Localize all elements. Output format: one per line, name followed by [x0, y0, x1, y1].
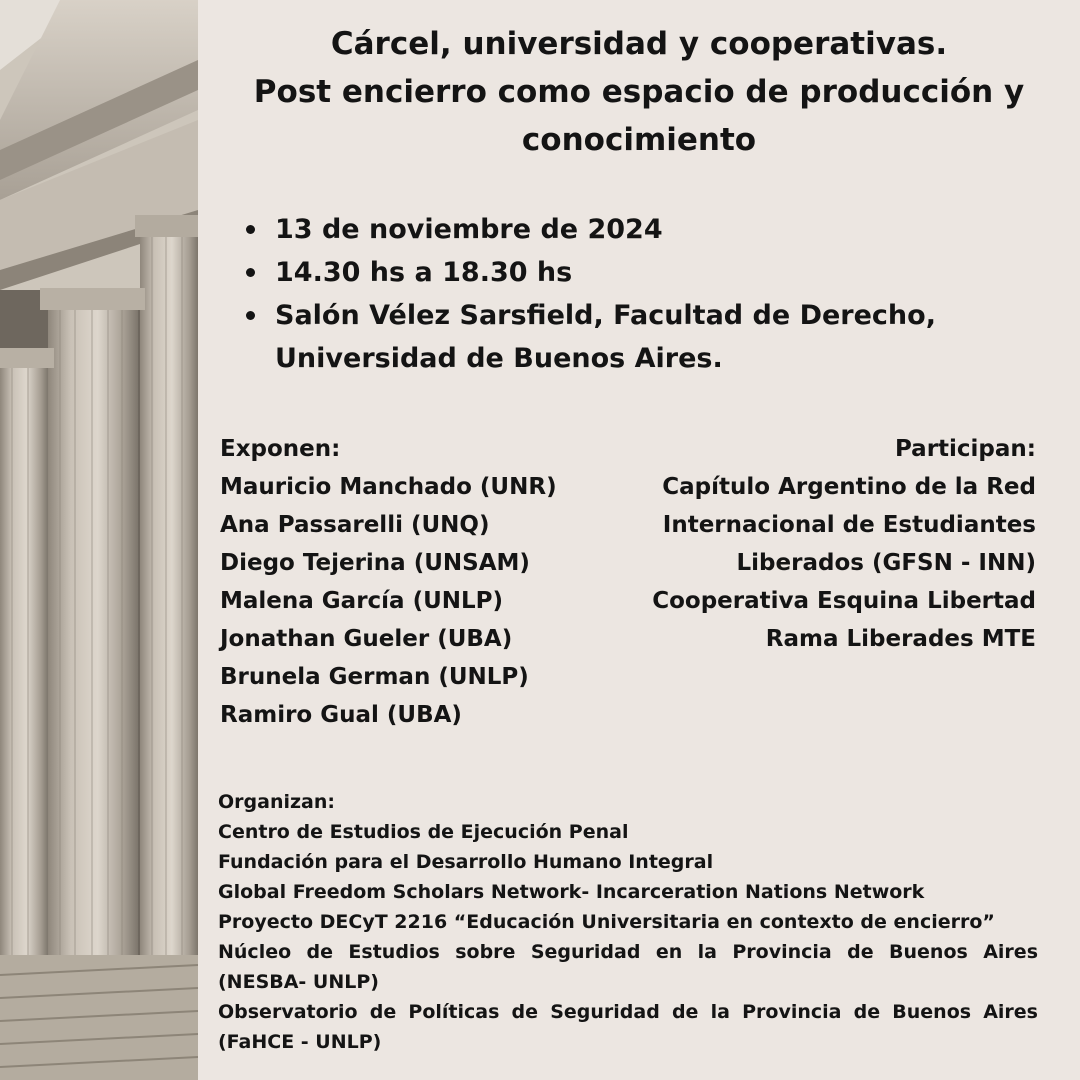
title-line-2: Post encierro como espacio de producción y — [253, 74, 1025, 110]
speaker-item: Ramiro Gual (UBA) — [220, 702, 462, 728]
organizer-line: Núcleo de Estudios sobre Seguridad en la Provincia de Buenos Aires — [218, 941, 1038, 963]
participant-line: Internacional de Estudiantes — [662, 512, 1036, 538]
speakers-heading: Exponen: — [220, 436, 341, 462]
building-photo — [0, 0, 198, 1080]
event-venue-line-2: Universidad de Buenos Aires. — [275, 343, 723, 374]
title-line-3: conocimiento — [521, 122, 757, 158]
event-details — [242, 208, 1042, 380]
organizer-line: Observatorio de Políticas de Seguridad de la Provincia de Buenos Aires — [218, 1001, 1038, 1023]
organizer-line: Global Freedom Scholars Network- Incarceration Nations Network — [218, 881, 925, 903]
organizers-list — [218, 787, 1038, 1057]
event-date: 13 de noviembre de 2024 — [242, 208, 1042, 251]
speaker-item: Malena García (UNLP) — [220, 588, 504, 614]
event-venue — [242, 294, 1042, 380]
participants-heading: Participan: — [894, 436, 1036, 462]
organizer-line: Proyecto DECyT 2216 “Educación Universitaria en contexto de encierro” — [218, 911, 995, 933]
columns-illustration — [0, 0, 198, 1080]
organizer-line: Fundación para el Desarrollo Humano Integral — [218, 851, 714, 873]
organizers-heading: Organizan: — [218, 791, 335, 813]
event-time: 14.30 hs a 18.30 hs — [242, 251, 1042, 294]
participant-line: Capítulo Argentino de la Red — [662, 474, 1036, 500]
title-line-1: Cárcel, universidad y cooperativas. — [330, 26, 948, 62]
participant-line: Liberados (GFSN - INN) — [736, 550, 1036, 576]
speaker-item: Ana Passarelli (UNQ) — [220, 512, 490, 538]
speaker-item: Jonathan Gueler (UBA) — [220, 626, 513, 652]
participant-line: Rama Liberades MTE — [765, 626, 1036, 652]
speaker-item: Diego Tejerina (UNSAM) — [220, 550, 530, 576]
participant-line: Cooperativa Esquina Libertad — [652, 588, 1036, 614]
organizer-line: (FaHCE - UNLP) — [218, 1031, 382, 1053]
event-title — [198, 20, 1080, 164]
event-venue-line-1: Salón Vélez Sarsfield, Facultad de Derecho, — [275, 300, 936, 331]
organizer-line: Centro de Estudios de Ejecución Penal — [218, 821, 629, 843]
organizer-line: (NESBA- UNLP) — [218, 971, 379, 993]
flyer-content — [198, 0, 1080, 1080]
speakers-list — [220, 430, 600, 734]
speaker-item: Brunela German (UNLP) — [220, 664, 529, 690]
participants-list — [596, 430, 1036, 658]
speaker-item: Mauricio Manchado (UNR) — [220, 474, 557, 500]
